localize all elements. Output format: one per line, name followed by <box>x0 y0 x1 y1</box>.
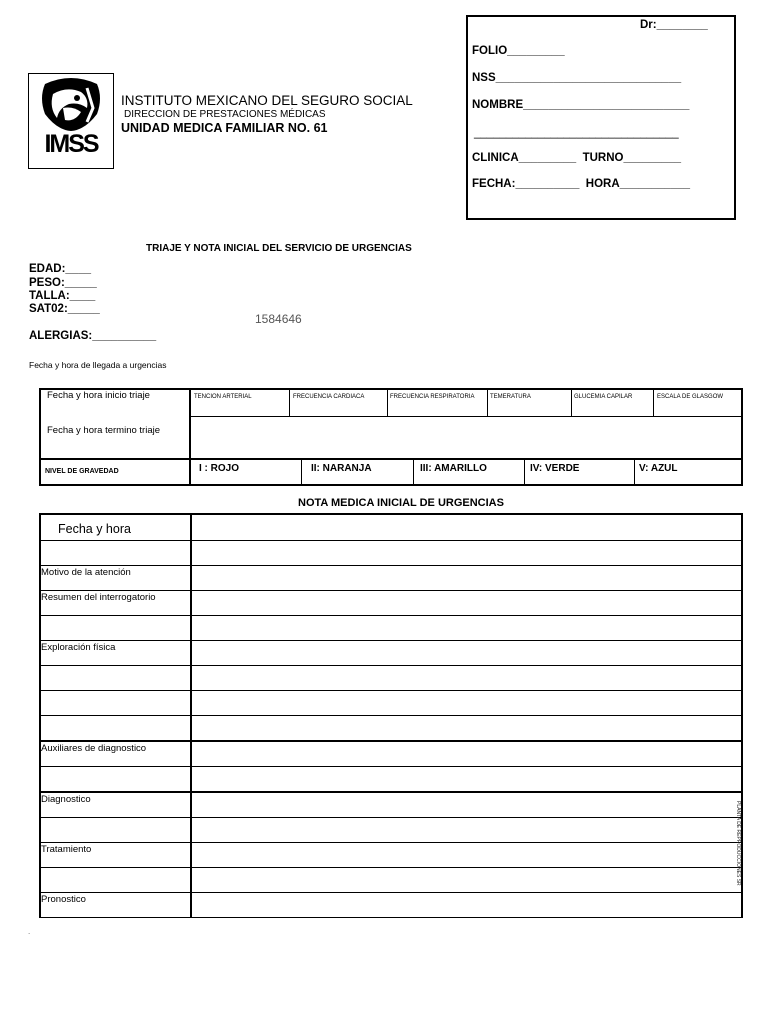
triage-start-label: Fecha y hora inicio triaje <box>47 390 150 401</box>
note-row-label: Pronostico <box>41 894 86 905</box>
age-field[interactable]: EDAD:____ <box>29 263 91 275</box>
logo-wordmark: IMSS <box>44 130 98 158</box>
doctor-field[interactable]: Dr:________ <box>640 19 708 31</box>
weight-field[interactable]: PESO:_____ <box>29 277 97 289</box>
level-red[interactable]: I : ROJO <box>199 463 240 474</box>
triage-table <box>39 388 743 486</box>
note-row[interactable] <box>39 742 741 767</box>
eagle-emblem-icon <box>37 78 105 132</box>
note-row[interactable] <box>39 767 741 793</box>
note-row[interactable] <box>39 566 741 591</box>
note-row[interactable] <box>39 616 741 641</box>
level-green[interactable]: IV: VERDE <box>530 463 580 474</box>
corner-mark: . <box>28 927 31 936</box>
faint-number: 1584646 <box>255 312 302 326</box>
respiratory-rate-header: FRECUENCIA RESPIRATORIA <box>390 394 475 400</box>
glucose-header: GLUCEMIA CAPILAR <box>574 394 633 400</box>
note-row[interactable] <box>39 893 741 918</box>
note-row[interactable] <box>39 541 741 566</box>
note-row[interactable] <box>39 868 741 893</box>
temperature-header: TEMERATURA <box>490 394 531 400</box>
note-row-label: Motivo de la atención <box>41 567 131 578</box>
imss-logo <box>28 73 114 169</box>
note-row-label: Exploración física <box>41 642 116 653</box>
medical-note-table <box>39 513 743 918</box>
name-continuation-field[interactable]: ________________________________ <box>474 127 679 139</box>
patient-info-box <box>466 15 736 220</box>
blood-pressure-header: TENCION ARTERIAL <box>194 394 252 400</box>
level-blue[interactable]: V: AZUL <box>639 463 678 474</box>
note-row-label: Auxiliares de diagnostico <box>41 743 147 754</box>
note-row[interactable] <box>39 818 741 843</box>
note-row-label: Diagnostico <box>41 794 91 805</box>
name-field[interactable]: NOMBRE__________________________ <box>472 99 690 111</box>
level-orange[interactable]: II: NARANJA <box>311 463 372 474</box>
level-yellow[interactable]: III: AMARILLO <box>420 463 487 474</box>
note-row[interactable] <box>39 641 741 666</box>
gravity-label: NIVEL DE GRAVEDAD <box>45 468 119 475</box>
note-row[interactable] <box>39 691 741 716</box>
note-row-label: Fecha y hora <box>58 522 131 536</box>
vertical-print-mark: PLANTA DE REPRODUCCIONES SR <box>735 801 741 886</box>
note-row-label: Resumen del interrogatorio <box>41 592 156 603</box>
height-field[interactable]: TALLA:____ <box>29 290 96 302</box>
note-row-label: Tratamiento <box>41 844 92 855</box>
note-row[interactable] <box>39 716 741 742</box>
triage-end-label: Fecha y hora termino triaje <box>47 425 160 436</box>
glasgow-header: ESCALA DE GLASGOW <box>657 394 724 400</box>
note-row[interactable] <box>39 591 741 616</box>
note-row[interactable] <box>39 793 741 818</box>
nss-field[interactable]: NSS_____________________________ <box>472 72 682 84</box>
note-row[interactable] <box>39 515 741 541</box>
folio-field[interactable]: FOLIO_________ <box>472 45 565 57</box>
clinic-shift-field[interactable]: CLINICA_________ TURNO_________ <box>472 152 682 164</box>
arrival-label: Fecha y hora de llegada a urgencias <box>29 360 167 370</box>
note-row[interactable] <box>39 666 741 691</box>
allergies-field[interactable]: ALERGIAS:__________ <box>29 330 157 342</box>
triage-title: TRIAJE Y NOTA INICIAL DEL SERVICIO DE URGENCIAS <box>146 243 412 254</box>
institute-name: INSTITUTO MEXICANO DEL SEGURO SOCIAL <box>121 93 413 108</box>
unit-name: UNIDAD MEDICA FAMILIAR NO. 61 <box>121 121 328 135</box>
saturation-field[interactable]: SAT02:_____ <box>29 303 100 315</box>
heart-rate-header: FRECUENCIA CARDIACA <box>293 394 365 400</box>
direction-name: DIRECCION DE PRESTACIONES MÉDICAS <box>124 109 326 120</box>
note-row[interactable] <box>39 843 741 868</box>
date-time-field[interactable]: FECHA:__________ HORA___________ <box>472 178 691 190</box>
note-title: NOTA MEDICA INICIAL DE URGENCIAS <box>298 497 504 509</box>
